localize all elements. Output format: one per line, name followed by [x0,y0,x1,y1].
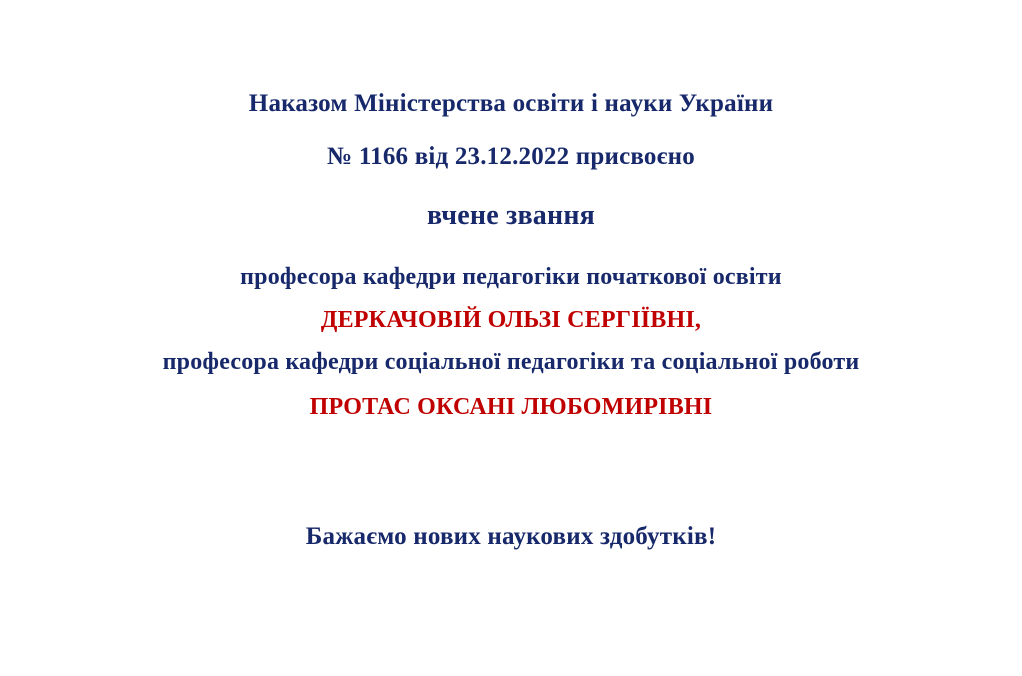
closing-greeting: Бажаємо нових наукових здобутків! [305,522,717,550]
recipient-name-first: ДЕРКАЧОВІЙ ОЛЬЗІ СЕРГІЇВНІ, [320,306,702,333]
academic-title-line: вчене звання [426,200,596,231]
order-authority-line: Наказом Міністерства освіти і науки України [248,90,774,117]
order-number-date-line: № 1166 від 23.12.2022 присвоєно [327,143,695,170]
position-line-first: професора кафедри педагогіки початкової освіти [240,263,782,290]
recipient-name-second: ПРОТАС ОКСАНІ ЛЮБОМИРІВНІ [309,393,713,420]
position-line-second: професора кафедри соціальної педагогіки та соціальної роботи [162,349,860,376]
